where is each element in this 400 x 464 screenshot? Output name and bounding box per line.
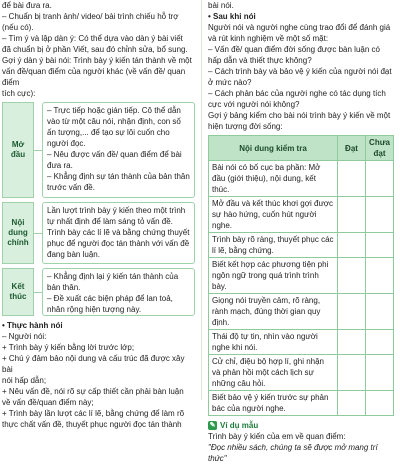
outline-row-conclusion bbox=[2, 268, 195, 316]
outline-row-body bbox=[2, 202, 195, 264]
example-label: Ví dụ mẫu bbox=[220, 421, 259, 430]
column-divider bbox=[201, 0, 202, 400]
text-line: + Nêu vấn đề, nói rõ sự cấp thiết cần phải bàn luận bbox=[2, 387, 184, 396]
table-row bbox=[209, 258, 394, 294]
criterion-cell: Biết kết hợp các phương tiện phi ngôn ngữ trong quá trình trình bày. bbox=[209, 258, 338, 294]
text-line: – Vấn đề/ quan điểm đời sống được bàn luận có bbox=[208, 45, 380, 54]
pencil-icon: ✎ bbox=[209, 422, 216, 429]
column-header: Nội dung kiểm tra bbox=[209, 136, 338, 161]
column-header: Chưa đạt bbox=[366, 136, 394, 161]
pass-cell[interactable] bbox=[338, 233, 366, 258]
outline-content: Lần lượt trình bày ý kiến theo một trình tự nhất định để làm sáng tỏ vấn đề. Trình bày các lí lẽ và bằng chứng thuyết phục để người đọc tán thành với vấn đề đang bàn luận. bbox=[42, 202, 195, 264]
pass-cell[interactable] bbox=[338, 161, 366, 197]
fail-cell[interactable] bbox=[366, 355, 394, 391]
checklist-table bbox=[208, 135, 394, 416]
criterion-cell: Biết bảo vệ ý kiến trước sự phản bác của người nghe. bbox=[209, 391, 338, 416]
text-line: hấp dẫn và thiết thực không? bbox=[208, 56, 312, 65]
table-row bbox=[209, 391, 394, 416]
text-line: – Cách trình bày và bảo vệ ý kiến của người nói đạt bbox=[208, 67, 392, 76]
left-column bbox=[2, 0, 195, 430]
column-header: Đạt bbox=[338, 136, 366, 161]
left-intro bbox=[2, 0, 195, 99]
pass-cell[interactable] bbox=[338, 197, 366, 233]
example-heading bbox=[208, 420, 398, 431]
text-line: hiện tượng đời sống: bbox=[208, 122, 283, 131]
criterion-cell: Bài nói có bố cục ba phần: Mở đầu (giới thiệu), nội dung, kết thúc. bbox=[209, 161, 338, 197]
speech-outline-diagram bbox=[2, 102, 195, 316]
outline-label: Mở đầu bbox=[2, 102, 34, 198]
text-line: – Cách phản bác của người nghe có tác dụng tích bbox=[208, 89, 386, 98]
text-line: thực chất vấn đề, thuyết phục người đọc tán thành bbox=[2, 420, 182, 429]
outline-row-intro bbox=[2, 102, 195, 198]
pass-cell[interactable] bbox=[338, 330, 366, 355]
text-line: – Người nói: bbox=[2, 332, 47, 341]
text-line: nói hấp dẫn; bbox=[2, 376, 47, 385]
text-line: + Chú ý đảm bảo nội dung và cấu trúc đã được xây bài bbox=[2, 354, 185, 374]
text-line: ở mức nào? bbox=[208, 78, 252, 87]
criterion-cell: Cử chỉ, điệu bộ hợp lí, ghi nhận và phản hồi một cách lịch sự những câu hỏi. bbox=[209, 355, 338, 391]
fail-cell[interactable] bbox=[366, 197, 394, 233]
outline-label: Nội dung chính bbox=[2, 202, 34, 264]
table-row bbox=[209, 161, 394, 197]
text-line: Gợi ý bảng kiểm cho bài nói trình bày ý kiến về một bbox=[208, 111, 391, 120]
outline-content: – Khẳng định lại ý kiến tán thành của bản thân. – Đề xuất các biện pháp để lan toả, nhân rộng hiện tượng này. bbox=[42, 268, 195, 316]
connector-line bbox=[34, 102, 42, 198]
text-line: để bài đưa ra. bbox=[2, 1, 52, 10]
table-row bbox=[209, 294, 394, 330]
outline-content: – Trực tiếp hoặc gián tiếp. Cô thể dẫn vào từ một câu nói, nhận định, con số ấn tượng,... để tạo sự lôi cuốn cho người đọc. – Nêu được vấn đề/ quan điểm để bài đưa ra. – Khẳng định sự tán thành của bản thân trước vấn đề. bbox=[42, 102, 195, 198]
connector-line bbox=[34, 268, 42, 316]
text-line: + Trình bày ý kiến bằng lời trước lớp; bbox=[2, 343, 135, 352]
text-line: bài nói. bbox=[208, 1, 234, 10]
table-row bbox=[209, 233, 394, 258]
section-heading: • Thực hành nói bbox=[2, 321, 63, 330]
text-line: tích cực): bbox=[2, 89, 36, 98]
criterion-cell: Giọng nói truyền cảm, rõ ràng, rành mạch, đúng thời gian quy định. bbox=[209, 294, 338, 330]
text-line: "Đọc nhiều sách, chúng ta sẽ được mở mang trí thức" bbox=[208, 443, 378, 463]
criterion-cell: Thái độ tự tin, nhìn vào người nghe khi nói. bbox=[209, 330, 338, 355]
text-line: – Chuẩn bị tranh ảnh/ video/ bài trình chiếu hỗ trợ bbox=[2, 12, 179, 21]
fail-cell[interactable] bbox=[366, 258, 394, 294]
fail-cell[interactable] bbox=[366, 161, 394, 197]
fail-cell[interactable] bbox=[366, 391, 394, 416]
practice-section bbox=[2, 320, 195, 430]
table-row bbox=[209, 355, 394, 391]
pass-cell[interactable] bbox=[338, 258, 366, 294]
text-line: vấn đề/quan điểm của người khác (về vấn đề/ quan điểm bbox=[2, 67, 186, 87]
criterion-cell: Trình bày rõ ràng, thuyết phục các lí lẽ, bằng chứng. bbox=[209, 233, 338, 258]
section-heading: • Sau khi nói bbox=[208, 12, 256, 21]
text-line: Người nói và người nghe cùng trao đổi để đánh giá bbox=[208, 23, 391, 32]
table-header-row bbox=[209, 136, 394, 161]
criterion-cell: Mở đầu và kết thúc khơi gợi được sự hào hứng, cuốn hút người nghe. bbox=[209, 197, 338, 233]
right-column bbox=[208, 0, 398, 464]
text-line: cực với người nói không? bbox=[208, 100, 300, 109]
text-line: – Tìm ý và lập dàn ý: Có thể dựa vào dàn ý bài viết bbox=[2, 34, 183, 43]
text-line: và rút kinh nghiệm về một số mặt: bbox=[208, 34, 329, 43]
text-line: đã chuẩn bị ở phần Viết, sau đó chỉnh sửa, bổ sung. bbox=[2, 45, 188, 54]
text-line: (nếu có). bbox=[2, 23, 34, 32]
text-line: Gợi ý dàn ý bài nói: Trình bày ý kiến tán thành về một bbox=[2, 56, 192, 65]
pass-cell[interactable] bbox=[338, 355, 366, 391]
text-line: về vấn đề/quan điểm này; bbox=[2, 398, 94, 407]
text-line: + Trình bày lần lượt các lí lẽ, bằng chứng để làm rõ bbox=[2, 409, 185, 418]
text-line: Trình bày ý kiến của em về quan điểm: bbox=[208, 432, 346, 441]
table-row bbox=[209, 330, 394, 355]
fail-cell[interactable] bbox=[366, 233, 394, 258]
connector-line bbox=[34, 202, 42, 264]
outline-label: Kết thúc bbox=[2, 268, 34, 316]
fail-cell[interactable] bbox=[366, 330, 394, 355]
pass-cell[interactable] bbox=[338, 294, 366, 330]
pass-cell[interactable] bbox=[338, 391, 366, 416]
table-row bbox=[209, 197, 394, 233]
fail-cell[interactable] bbox=[366, 294, 394, 330]
